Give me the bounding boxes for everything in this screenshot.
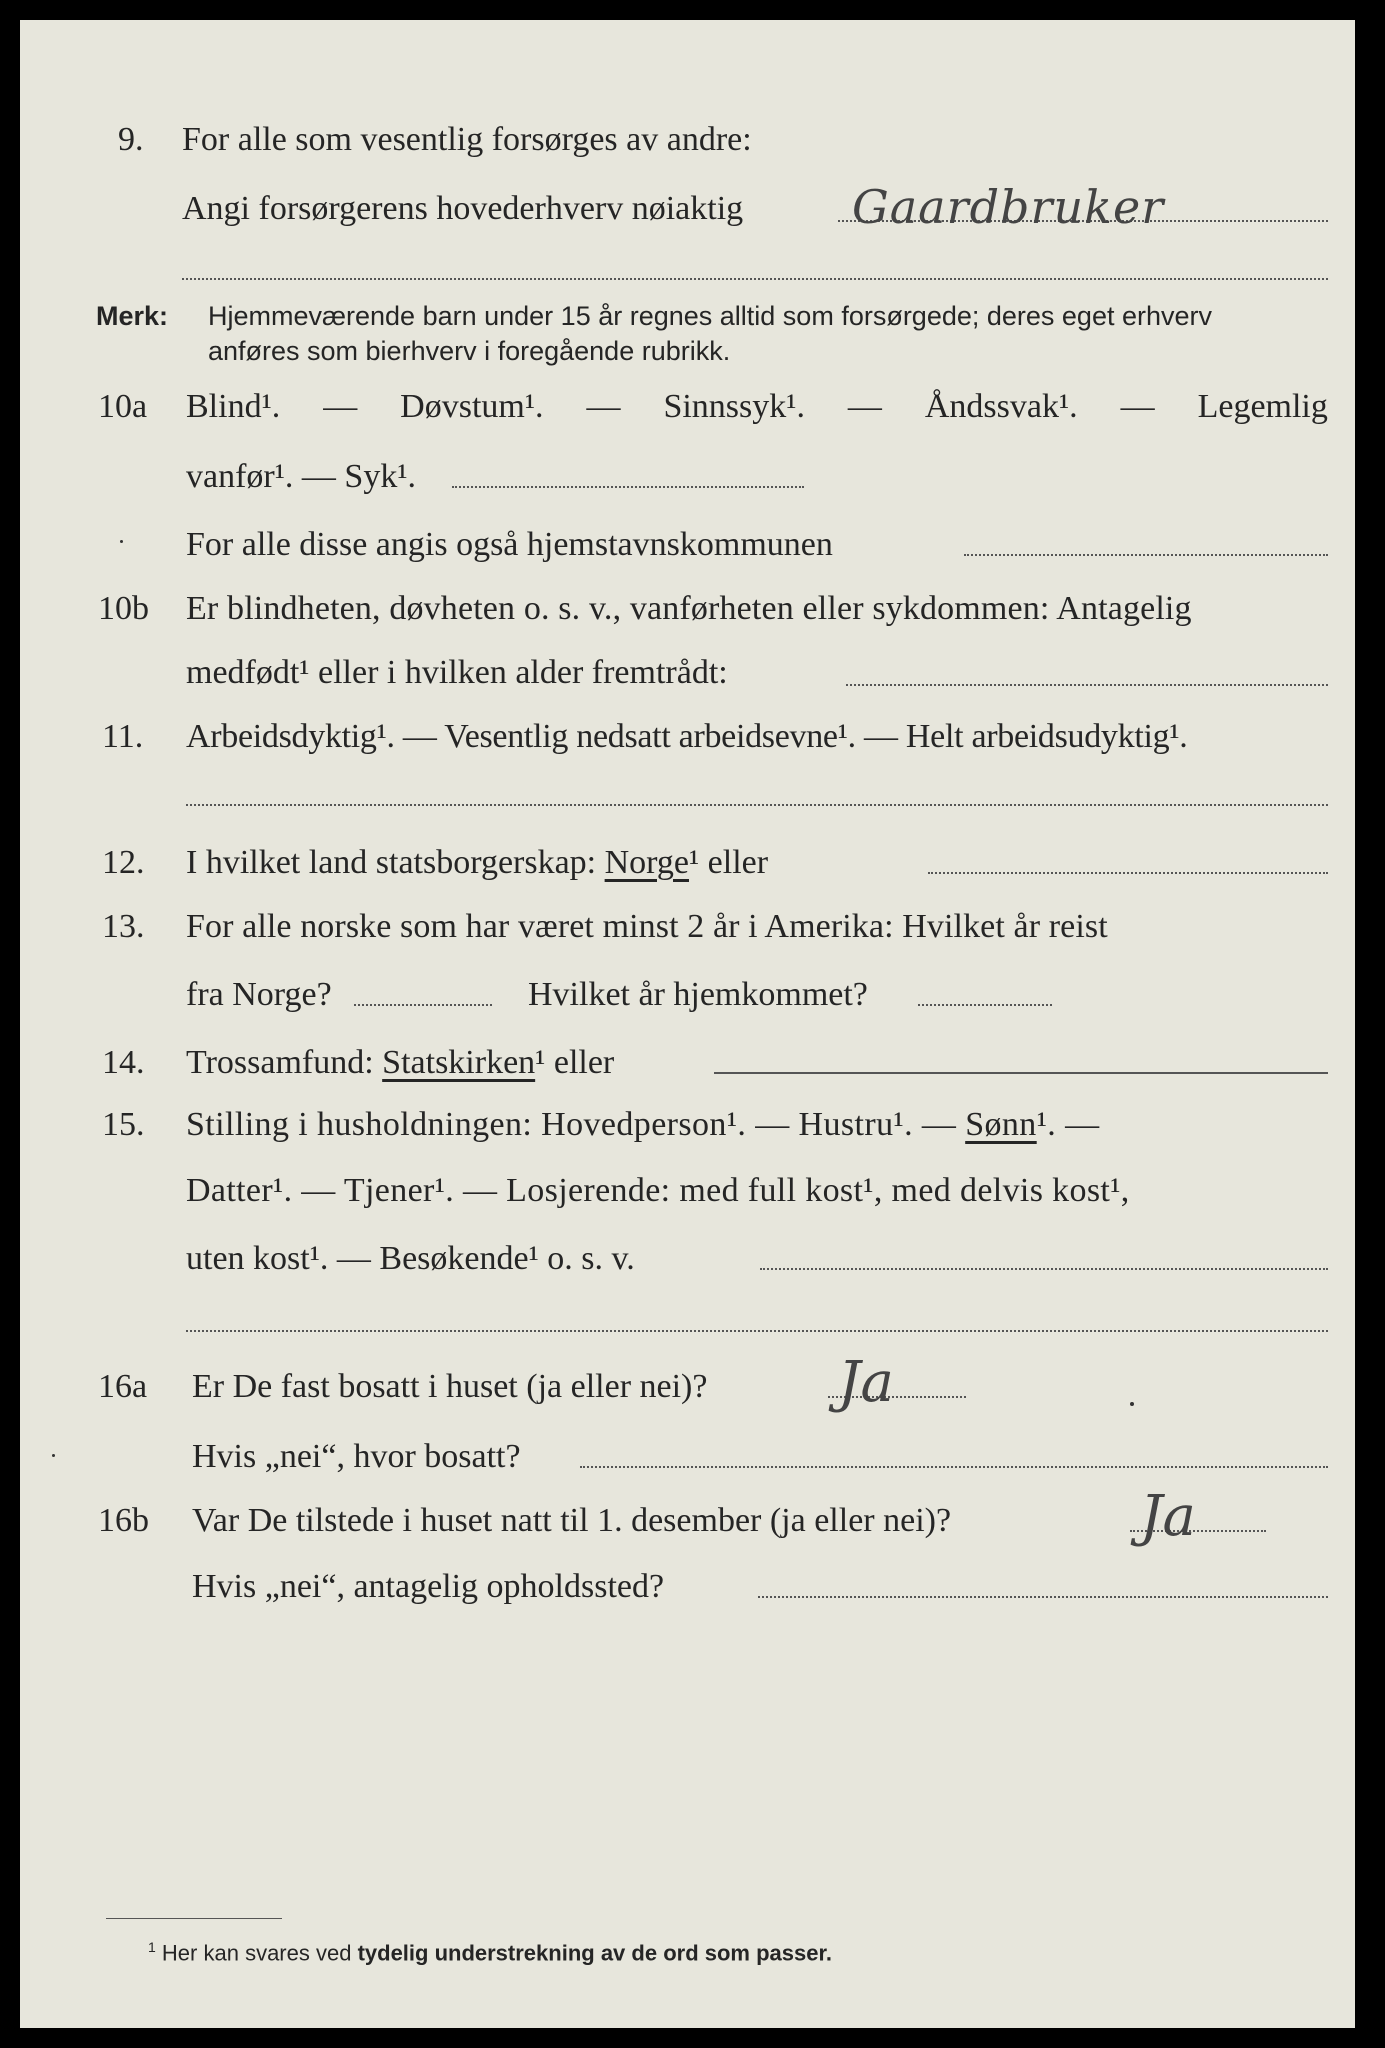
q10a-dash2: — xyxy=(586,388,621,425)
q13-reist-line xyxy=(354,1004,492,1006)
q14-number: 14. xyxy=(102,1044,145,1081)
q15-line3: uten kost¹. — Besøkende¹ o. s. v. xyxy=(186,1240,635,1277)
q12-norge-underlined: Norge xyxy=(604,844,689,881)
q10a-dash1: — xyxy=(323,388,358,425)
q9-line1: For alle som vesentlig forsørges av andre: xyxy=(182,121,752,158)
q15-answer-line xyxy=(760,1268,1328,1270)
q13-line1: For alle norske som har været minst 2 år i Amerika: Hvilket år reist xyxy=(186,908,1108,945)
q10a-dash3: — xyxy=(847,388,882,425)
q15-line1 xyxy=(186,1108,1100,1142)
q13-line2b: Hvilket år hjemkommet? xyxy=(528,976,868,1013)
q15-line2: Datter¹. — Tjener¹. — Losjerende: med full kost¹, med delvis kost¹, xyxy=(186,1172,1130,1209)
q9-handwritten-answer: Gaardbruker xyxy=(852,180,1165,234)
q14-statskirken-underlined: Statskirken xyxy=(382,1044,536,1081)
q10a-line1 xyxy=(186,390,1328,424)
ink-dot xyxy=(1130,1402,1134,1406)
census-form-page xyxy=(20,20,1355,2028)
q15-number: 15. xyxy=(102,1106,145,1143)
ink-dot xyxy=(52,1454,55,1457)
q12-answer-line xyxy=(928,872,1328,874)
q9-number: 9. xyxy=(118,121,144,158)
q12-prefix: I hvilket land statsborgerskap: xyxy=(186,844,597,881)
q15-line1-prefix: Stilling i husholdningen: Hovedperson¹. — Hustru¹. — xyxy=(186,1106,966,1143)
q9-line2: Angi forsørgerens hovederhverv nøiaktig xyxy=(182,190,744,227)
q12-suffix: ¹ eller xyxy=(688,844,769,881)
q16a-bosatt-line xyxy=(580,1466,1328,1468)
q16b-number: 16b xyxy=(98,1502,149,1539)
q11-number: 11. xyxy=(102,718,144,755)
footnote-mark: 1 xyxy=(148,1939,156,1955)
q10a-hjemstavn-line xyxy=(964,554,1328,556)
q10a-line3: For alle disse angis også hjemstavnskommunen xyxy=(186,526,833,563)
q15-sonn-underlined: Sønn xyxy=(965,1106,1037,1143)
q16b-opholdssted-line xyxy=(758,1596,1328,1598)
note-label: Merk: xyxy=(96,301,169,331)
q10b-answer-line xyxy=(846,684,1328,686)
q15-line1-suffix: ¹. — xyxy=(1036,1106,1100,1143)
q16a-number: 16a xyxy=(98,1368,148,1405)
q16a-handwritten-answer: Ja xyxy=(838,1350,894,1415)
q10a-syk-answer-line xyxy=(452,486,804,488)
q10a-andssvak: Åndssvak¹. xyxy=(924,388,1078,425)
q14-line xyxy=(186,1046,614,1080)
q16b-line1: Var De tilstede i huset natt til 1. desember (ja eller nei)? xyxy=(192,1502,952,1539)
q10a-legemlig: Legemlig xyxy=(1197,388,1328,425)
q12-number: 12. xyxy=(102,844,145,881)
q10a-blind: Blind¹. xyxy=(186,388,281,425)
q16a-line1: Er De fast bosatt i huset (ja eller nei)? xyxy=(192,1368,708,1405)
q11-answer-line xyxy=(186,804,1328,806)
q16b-handwritten-answer: Ja xyxy=(1140,1484,1196,1549)
q11-line1: Arbeidsdyktig¹. — Vesentlig nedsatt arbeidsevne¹. — Helt arbeidsudyktig¹. xyxy=(186,718,1188,755)
footnote-rule xyxy=(106,1918,282,1919)
q13-number: 13. xyxy=(102,908,145,945)
q10a-sinnssyk: Sinnssyk¹. xyxy=(663,388,805,425)
note-line2: anføres som bierhverv i foregående rubrikk. xyxy=(208,336,731,366)
q10a-dovstum: Døvstum¹. xyxy=(400,388,544,425)
q13-hjemkommet-line xyxy=(918,1004,1052,1006)
footnote-text-bold: tydelig understrekning av de ord som passer. xyxy=(357,1940,832,1966)
q13-line2a: fra Norge? xyxy=(186,976,332,1013)
q9-extra-line xyxy=(182,278,1328,280)
q10a-dash4: — xyxy=(1120,388,1155,425)
note-line1: Hjemmeværende barn under 15 år regnes alltid som forsørgede; deres eget erhverv xyxy=(208,301,1212,331)
q10b-line2: medfødt¹ eller i hvilken alder fremtrådt: xyxy=(186,654,728,691)
q10a-line2: vanfør¹. — Syk¹. xyxy=(186,458,417,495)
q14-prefix: Trossamfund: xyxy=(186,1044,374,1081)
q14-answer-line xyxy=(714,1072,1328,1074)
q10b-number: 10b xyxy=(98,590,149,627)
q15-extra-line xyxy=(186,1330,1328,1332)
ink-dot xyxy=(120,540,123,543)
q10a-number: 10a xyxy=(98,388,148,425)
q16a-line2: Hvis „nei“, hvor bosatt? xyxy=(192,1438,521,1475)
footnote xyxy=(148,1940,832,1964)
q10b-line1: Er blindheten, døvheten o. s. v., vanførheten eller sykdommen: Antagelig xyxy=(186,590,1192,627)
q12-line xyxy=(186,846,768,880)
q16b-line2: Hvis „nei“, antagelig opholdssted? xyxy=(192,1568,665,1605)
q14-suffix: ¹ eller xyxy=(535,1044,615,1081)
footnote-text-plain: Her kan svares ved xyxy=(161,1940,358,1966)
